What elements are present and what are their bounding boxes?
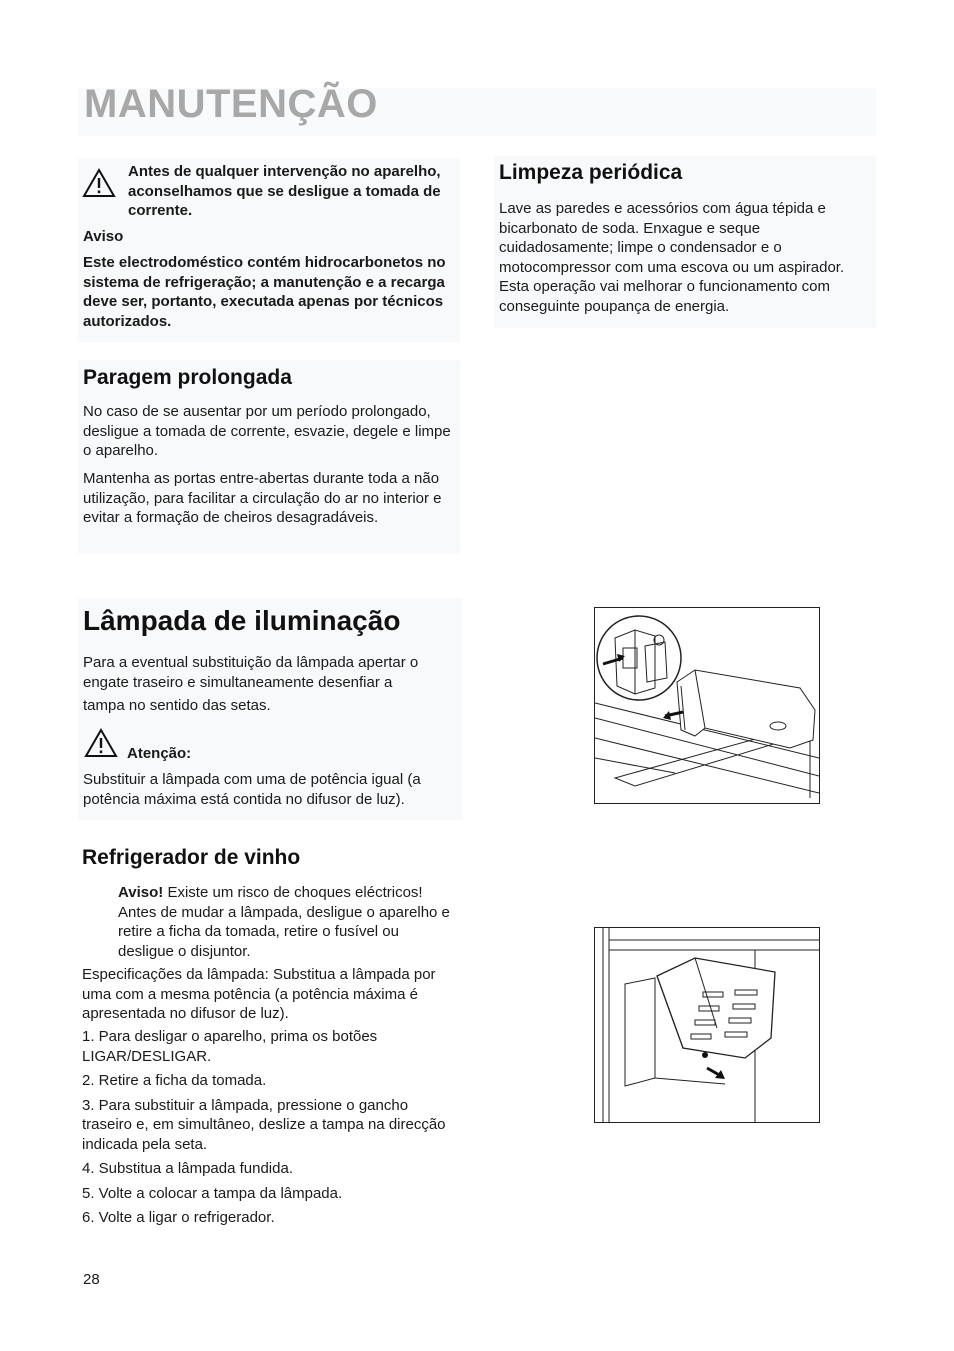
lampada-p1a: Para a eventual substituição da lâmpada apertar o engate traseiro e simultaneamente desenfiar a: [83, 654, 419, 691]
warning-triangle-icon: [84, 728, 118, 758]
list-item: 4. Substitua a lâmpada fundida.: [82, 1160, 293, 1177]
warning-text: Este electrodoméstico contém hidrocarbonetos no sistema de refrigeração; a manutenção e a recarga deve ser, portanto, executada apenas por técnicos autorizados.: [83, 254, 446, 330]
paragem-p2: Mantenha as portas entre-abertas durante toda a não utilização, para facilitar a circulação do ar no interior e evitar a formação de cheiros desagradáveis.: [83, 470, 442, 526]
paragem-heading: Paragem prolongada: [83, 366, 292, 389]
list-item: 3. Para substituir a lâmpada, pressione o gancho traseiro e, em simultâneo, deslize a tampa na direcção indicada pela seta.: [82, 1096, 446, 1153]
vinho-aviso-label: Aviso!: [118, 884, 164, 901]
list-item: 2. Retire a ficha da tomada.: [82, 1072, 267, 1089]
vinho-aviso-text: Existe um risco de choques eléctricos! Antes de mudar a lâmpada, desligue o aparelho e retire a ficha da tomada, retire o fusível ou desligue o disjuntor.: [118, 884, 450, 960]
page-title: MANUTENÇÃO: [84, 82, 378, 126]
vinho-heading: Refrigerador de vinho: [82, 846, 301, 869]
list-item: 1. Para desligar o aparelho, prima os botões LIGAR/DESLIGAR.: [82, 1028, 378, 1065]
warning-triangle-icon: [82, 168, 116, 198]
lampada-heading: Lâmpada de iluminação: [83, 605, 401, 636]
vinho-spec: Especificações da lâmpada: Substitua a lâmpada por uma com a mesma potência (a potência máxima é apresentada no difusor de luz).: [82, 966, 436, 1022]
attention-text: Substituir a lâmpada com uma de potência igual (a potência máxima está contida no difusor de luz).: [83, 771, 421, 808]
limpeza-heading: Limpeza periódica: [499, 161, 683, 184]
limpeza-text: Lave as paredes e acessórios com água tépida e bicarbonato de soda. Enxague e seque cuidadosamente; limpe o condensador e o motocompressor com uma escova ou um aspirador. Esta operação vai melhorar o funcionamento com conseguinte poupança de energia.: [499, 200, 845, 315]
vinho-steps: [82, 1027, 462, 1233]
list-item: 6. Volte a ligar o refrigerador.: [82, 1209, 275, 1226]
lamp-cover-illustration: [594, 607, 820, 804]
vinho-aviso: [118, 883, 458, 961]
lampada-p1b: tampa no sentido das setas.: [83, 697, 271, 714]
warning-intro: Antes de qualquer intervenção no aparelho, aconselhamos que se desligue a tomada de corrente.: [128, 163, 441, 219]
wine-lamp-cover-illustration: [594, 927, 820, 1123]
attention-label: Atenção:: [127, 745, 192, 762]
list-item: 5. Volte a colocar a tampa da lâmpada.: [82, 1184, 343, 1202]
paragem-p1: No caso de se ausentar por um período prolongado, desligue a tomada de corrente, esvazie, degele e limpe o aparelho.: [83, 403, 451, 459]
page-number: 28: [83, 1271, 100, 1288]
warning-label: Aviso: [83, 228, 124, 245]
